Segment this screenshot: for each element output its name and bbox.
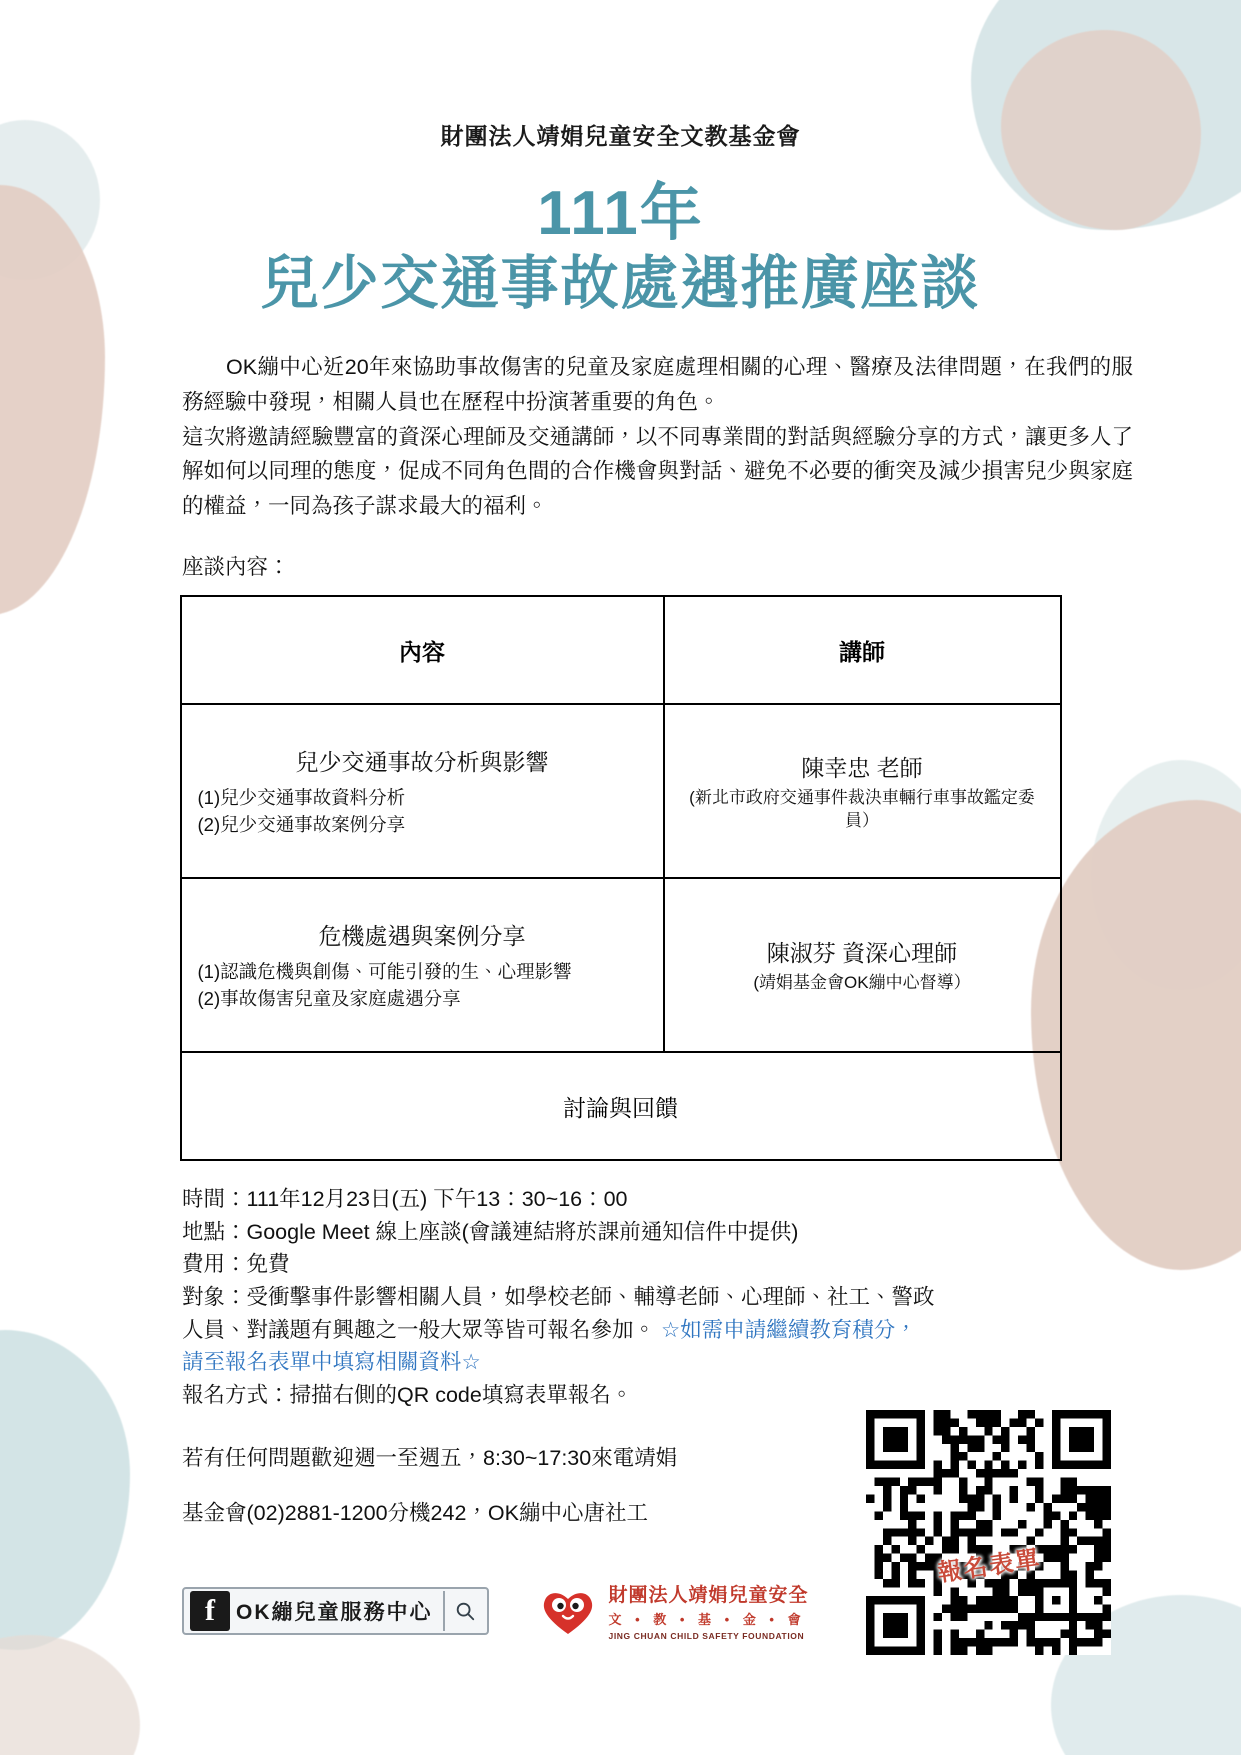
foundation-heart-icon bbox=[537, 1585, 599, 1637]
contact-block bbox=[182, 1442, 782, 1530]
intro-paragraph-2: 這次將邀請經驗豐富的資深心理師及交通講師，以不同專業間的對話與經驗分享的方式，讓更多人了解如何以同理的態度，促成不同角色間的合作機會與對話、避免不必要的衝突及減少損害兒少與家庭的權益，一同為孩子謀求最大的福利。 bbox=[182, 424, 1133, 519]
registration-qr-code[interactable] bbox=[866, 1410, 1111, 1655]
agenda-speaker-note-1: (新北市政府交通事件裁決車輛行車事故鑑定委員） bbox=[689, 787, 1035, 830]
table-row bbox=[181, 1052, 1061, 1160]
intro-paragraphs bbox=[182, 350, 1133, 524]
detail-credit-note-2: 請至報名表單中填寫相關資料☆ bbox=[182, 1350, 481, 1375]
contact-line-1: 若有任何問題歡迎週一至週五，8:30~17:30來電靖娟 bbox=[182, 1445, 678, 1470]
agenda-section-label: 座談內容： bbox=[182, 555, 290, 580]
agenda-speaker-name-2: 陳淑芬 資深心理師 bbox=[766, 940, 958, 967]
agenda-table bbox=[180, 595, 1062, 1161]
event-details bbox=[182, 1183, 1133, 1412]
intro-paragraph-1: OK繃中心近20年來協助事故傷害的兒童及家庭處理相關的心理、醫療及法律問題，在我們的服務經驗中發現，相關人員也在歷程中扮演著重要的角色。 bbox=[182, 354, 1133, 414]
foundation-logo bbox=[537, 1580, 809, 1641]
detail-audience-line2-wrap bbox=[182, 1314, 1133, 1347]
agenda-footer-row: 討論與回饋 bbox=[181, 1052, 1061, 1160]
table-row bbox=[181, 878, 1061, 1052]
detail-credit-note-1: ☆如需申請繼續教育積分， bbox=[661, 1317, 917, 1342]
column-header-content: 內容 bbox=[181, 596, 664, 704]
detail-audience-line1: 對象：受衝擊事件影響相關人員，如學校老師、輔導老師、心理師、社工、警政 bbox=[182, 1285, 935, 1310]
detail-time: 時間：111年12月23日(五) 下午13：30~16：00 bbox=[182, 1187, 628, 1212]
poster-title-main: 兒少交通事故處遇推廣座談 bbox=[260, 251, 981, 317]
foundation-name-line-1: 財團法人靖娟兒童安全 bbox=[608, 1585, 809, 1606]
agenda-topic-title-1: 兒少交通事故分析與影響 bbox=[295, 748, 549, 775]
foundation-name-block bbox=[609, 1580, 809, 1641]
agenda-speaker-note-2: (靖娟基金會OK繃中心督導） bbox=[753, 973, 971, 993]
detail-audience-line2: 人員、對議題有興趣之一般大眾等皆可報名參加。 bbox=[182, 1317, 656, 1342]
contact-line-2: 基金會(02)2881-1200分機242，OK繃中心唐社工 bbox=[182, 1500, 648, 1525]
detail-place: 地點：Google Meet 線上座談(會議連結將於課前通知信件中提供) bbox=[182, 1219, 799, 1244]
search-icon[interactable] bbox=[443, 1591, 485, 1631]
qr-code-label: 報名表單 bbox=[935, 1545, 1043, 1588]
detail-fee: 費用：免費 bbox=[182, 1252, 290, 1277]
agenda-speaker-cell-1 bbox=[664, 704, 1061, 878]
table-row bbox=[181, 704, 1061, 878]
decorative-blob-bottom-left bbox=[0, 1635, 140, 1755]
agenda-speaker-cell-2 bbox=[664, 878, 1061, 1052]
foundation-name-line-2: 文 • 教 • 基 • 金 • 會 bbox=[608, 1612, 806, 1627]
footer-logos bbox=[182, 1580, 809, 1641]
agenda-topic-item-2-2: (2)事故傷害兒童及家庭處遇分享 bbox=[197, 987, 461, 1009]
facebook-icon: f bbox=[190, 1591, 230, 1631]
agenda-topic-title-2: 危機處遇與案例分享 bbox=[318, 922, 526, 949]
agenda-topic-cell-2 bbox=[181, 878, 664, 1052]
table-header-row bbox=[181, 596, 1061, 704]
organization-name: 財團法人靖娟兒童安全文教基金會 bbox=[440, 123, 801, 149]
facebook-page-name: OK繃兒童服務中心 bbox=[236, 1600, 433, 1624]
agenda-topic-item-1-2: (2)兒少交通事故案例分享 bbox=[197, 813, 406, 835]
facebook-page-badge[interactable] bbox=[182, 1587, 489, 1635]
agenda-topic-item-2-1: (1)認識危機與創傷、可能引發的生、心理影響 bbox=[197, 960, 572, 982]
poster-title-year: 111年 bbox=[537, 179, 704, 248]
agenda-topic-item-1-1: (1)兒少交通事故資料分析 bbox=[197, 786, 406, 808]
agenda-topic-cell-1 bbox=[181, 704, 664, 878]
foundation-name-line-3: JING CHUAN CHILD SAFETY FOUNDATION bbox=[608, 1631, 805, 1641]
agenda-speaker-name-1: 陳幸忠 老師 bbox=[801, 754, 923, 781]
detail-signup-method: 報名方式：掃描右側的QR code填寫表單報名。 bbox=[182, 1383, 633, 1408]
qr-code-image bbox=[866, 1410, 1111, 1655]
column-header-speaker: 講師 bbox=[664, 596, 1061, 704]
